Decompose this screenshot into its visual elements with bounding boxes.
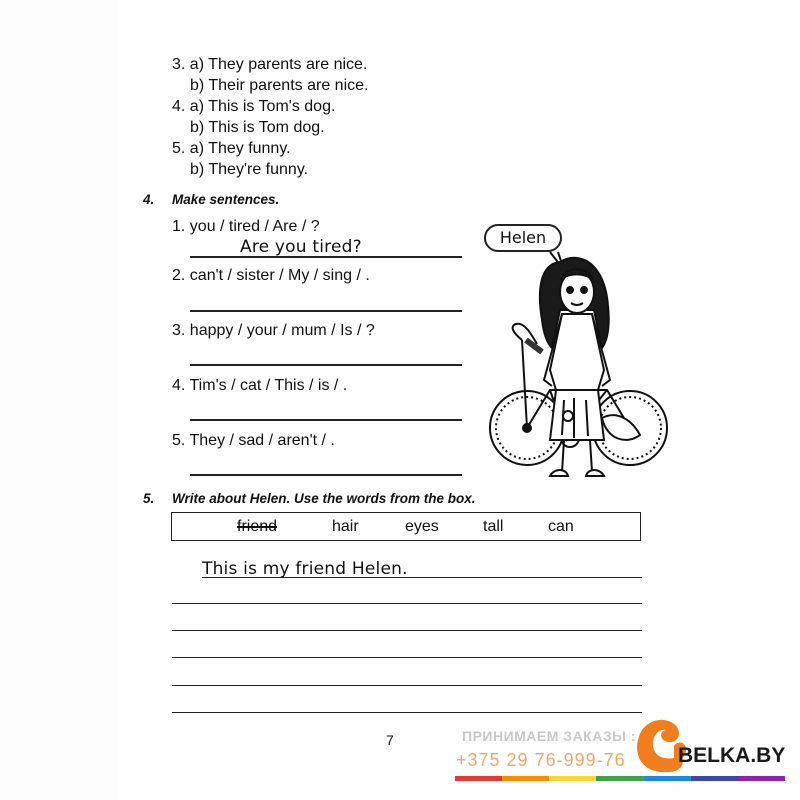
task4-item-1-line[interactable] (190, 256, 462, 258)
task4-item-1-answer: Are you tired? (240, 237, 362, 257)
watermark-phone: +375 29 76-999-76 (456, 750, 626, 770)
task5-number: 5. (143, 491, 155, 506)
word-box (171, 512, 641, 541)
task4-number: 4. (143, 192, 155, 207)
writing-line-5[interactable] (172, 685, 642, 686)
writing-line-3[interactable] (172, 630, 642, 631)
task4-item-4-line[interactable] (190, 419, 462, 421)
task4-instruction: Make sentences. (172, 192, 280, 207)
box-word-hair: hair (332, 518, 359, 535)
task5-instruction: Write about Helen. Use the words from the box. (172, 491, 476, 506)
task4-item-3-prompt: 3. happy / your / mum / Is / ? (172, 322, 375, 339)
choice-4b: b) This is Tom dog. (190, 119, 325, 136)
choice-3a: 3. a) They parents are nice. (172, 56, 368, 73)
page-number: 7 (386, 732, 394, 748)
task4-item-1-prompt: 1. you / tired / Are / ? (172, 218, 320, 235)
task4-item-3-line[interactable] (190, 364, 462, 366)
box-word-friend: friend (237, 518, 278, 535)
writing-line-1[interactable] (202, 577, 642, 578)
choice-5b: b) They're funny. (190, 161, 309, 178)
box-word-tall: tall (483, 518, 504, 535)
choice-4a: 4. a) This is Tom's dog. (172, 98, 336, 115)
writing-line-6[interactable] (172, 712, 642, 713)
watermark-rainbow-stripe (455, 776, 785, 781)
choice-5a: 5. a) They funny. (172, 140, 291, 157)
writing-line-2[interactable] (172, 603, 642, 604)
task4-item-2-prompt: 2. can't / sister / My / sing / . (172, 267, 370, 284)
task4-item-5-prompt: 5. They / sad / aren't / . (172, 432, 335, 449)
task4-item-4-prompt: 4. Tim's / cat / This / is / . (172, 377, 348, 394)
task4-item-2-line[interactable] (190, 310, 462, 312)
watermark-text: ПРИНИМАЕМ ЗАКАЗЫ : (462, 728, 636, 744)
box-word-eyes: eyes (405, 518, 439, 535)
writing-line-4[interactable] (172, 657, 642, 658)
helen-with-bicycle-illustration (482, 240, 672, 500)
helen-name-bubble: Helen (484, 224, 562, 252)
page-margin (0, 0, 118, 800)
watermark-logo: BELKA.BY (678, 744, 786, 767)
choice-3b: b) Their parents are nice. (190, 77, 369, 94)
task4-item-5-line[interactable] (190, 474, 462, 476)
box-word-can: can (548, 518, 574, 535)
task5-first-line-text: This is my friend Helen. (202, 559, 408, 579)
